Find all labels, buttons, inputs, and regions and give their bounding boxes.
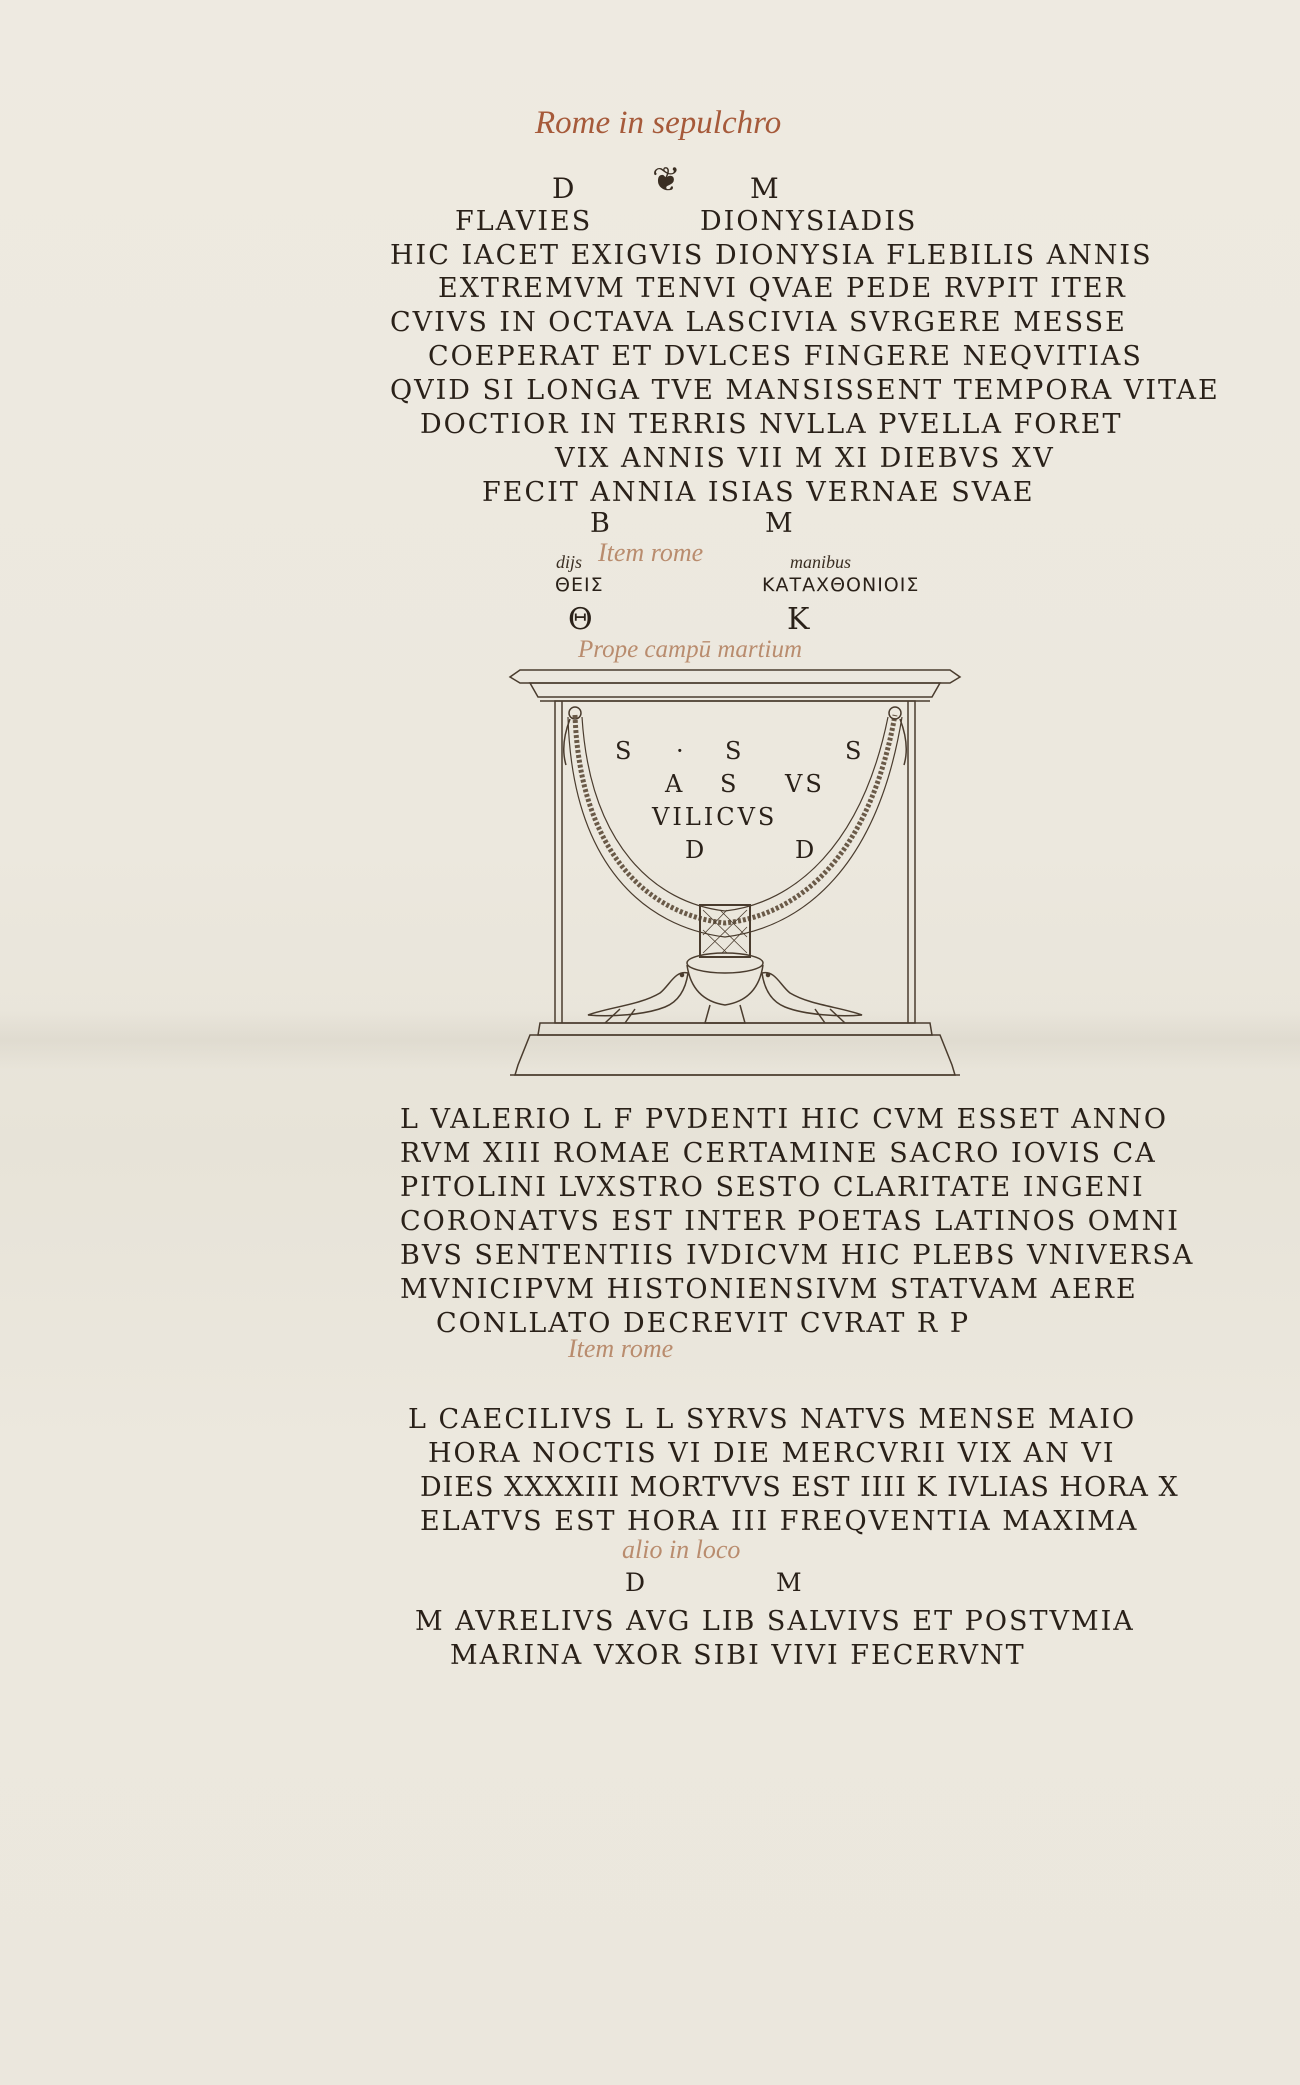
rubric-item-rome-1: Item rome bbox=[598, 538, 704, 567]
altar-row1-a: S bbox=[615, 737, 635, 765]
block1-line-5: QVID SI LONGA TVE MANSISSENT TEMPORA VITAE bbox=[390, 375, 1220, 406]
heading-rubric: Rome in sepulchro bbox=[535, 105, 782, 141]
greek-right: ΚΑΤΑΧΘΟΝΙΟΙΣ bbox=[762, 574, 920, 596]
block1-line-4: COEPERAT ET DVLCES FINGERE NEQVITIAS bbox=[428, 341, 1143, 372]
block3-line-6: MVNICIPVM HISTONIENSIVM STATVAM AERE bbox=[400, 1274, 1138, 1305]
greek-left: ΘΕΙΣ bbox=[555, 574, 604, 596]
dm-right: M bbox=[750, 172, 779, 205]
block4-line-3: DIES XXXXIII MORTVVS EST IIII K IVLIAS HORA X bbox=[420, 1472, 1179, 1503]
altar-row2-b: S bbox=[720, 770, 740, 798]
block5-dm-right: M bbox=[776, 1568, 802, 1597]
block1-line-3: CVIVS IN OCTAVA LASCIVIA SVRGERE MESSE bbox=[390, 307, 1127, 338]
block3-line-7: CONLLATO DECREVIT CVRAT R P bbox=[436, 1308, 971, 1339]
dm-left: D bbox=[552, 172, 575, 205]
altar-row4-a: D bbox=[685, 836, 708, 864]
block4-line-4: ELATVS EST HORA III FREQVENTIA MAXIMA bbox=[420, 1506, 1139, 1537]
block5-dm-left: D bbox=[625, 1568, 646, 1597]
altar-row2-c: VS bbox=[785, 770, 825, 798]
kappa-letter: Κ bbox=[787, 602, 810, 637]
block1-line-2: EXTREMVM TENVI QVAE PEDE RVPIT ITER bbox=[438, 273, 1127, 304]
altar-row1-b: S bbox=[725, 737, 745, 765]
names-right: DIONYSIADIS bbox=[700, 206, 918, 237]
gloss-right: manibus bbox=[790, 552, 852, 572]
altar-dot-1: · bbox=[676, 737, 687, 765]
block4-line-2: HORA NOCTIS VI DIE MERCVRII VIX AN VI bbox=[428, 1438, 1116, 1469]
altar-row3: VILICVS bbox=[652, 803, 778, 831]
altar-row1-c: S bbox=[845, 737, 865, 765]
block1-line-1: HIC IACET EXIGVIS DIONYSIA FLEBILIS ANNIS bbox=[390, 240, 1153, 271]
block5-line-2: MARINA VXOR SIBI VIVI FECERVNT bbox=[450, 1640, 1026, 1671]
rubric-item-rome-2: Item rome bbox=[568, 1334, 674, 1363]
bm-left: B bbox=[590, 508, 610, 539]
ivy-leaf-icon: ❦ bbox=[652, 160, 681, 200]
block1-line-7: VIX ANNIS VII M XI DIEBVS XV bbox=[555, 443, 1055, 474]
block3-line-1: L VALERIO L F PVDENTI HIC CVM ESSET ANNO bbox=[400, 1104, 1169, 1135]
bm-right: M bbox=[765, 508, 793, 539]
block4-line-1: L CAECILIVS L L SYRVS NATVS MENSE MAIO bbox=[408, 1404, 1137, 1435]
block1-line-6: DOCTIOR IN TERRIS NVLLA PVELLA FORET bbox=[420, 409, 1123, 440]
rubric-alio-in-loco: alio in loco bbox=[622, 1535, 741, 1564]
block5-line-1: M AVRELIVS AVG LIB SALVIVS ET POSTVMIA bbox=[415, 1606, 1135, 1637]
gloss-left: dijs bbox=[556, 552, 583, 572]
theta-letter: Θ bbox=[568, 602, 593, 637]
altar-row2-a: A bbox=[665, 770, 686, 798]
block3-line-2: RVM XIII ROMAE CERTAMINE SACRO IOVIS CA bbox=[400, 1138, 1157, 1169]
altar-row4-b: D bbox=[795, 836, 818, 864]
block3-line-4: CORONATVS EST INTER POETAS LATINOS OMNI bbox=[400, 1206, 1180, 1237]
altar-drawing bbox=[500, 655, 970, 1090]
block3-line-3: PITOLINI LVXSTRO SESTO CLARITATE INGENI bbox=[400, 1172, 1145, 1203]
rubric-prope-campum: Prope campū martium bbox=[578, 636, 803, 663]
names-left: FLAVIES bbox=[455, 206, 593, 237]
block3-line-5: BVS SENTENTIIS IVDICVM HIC PLEBS VNIVERSA bbox=[400, 1240, 1195, 1271]
block1-line-8: FECIT ANNIA ISIAS VERNAE SVAE bbox=[482, 477, 1035, 508]
